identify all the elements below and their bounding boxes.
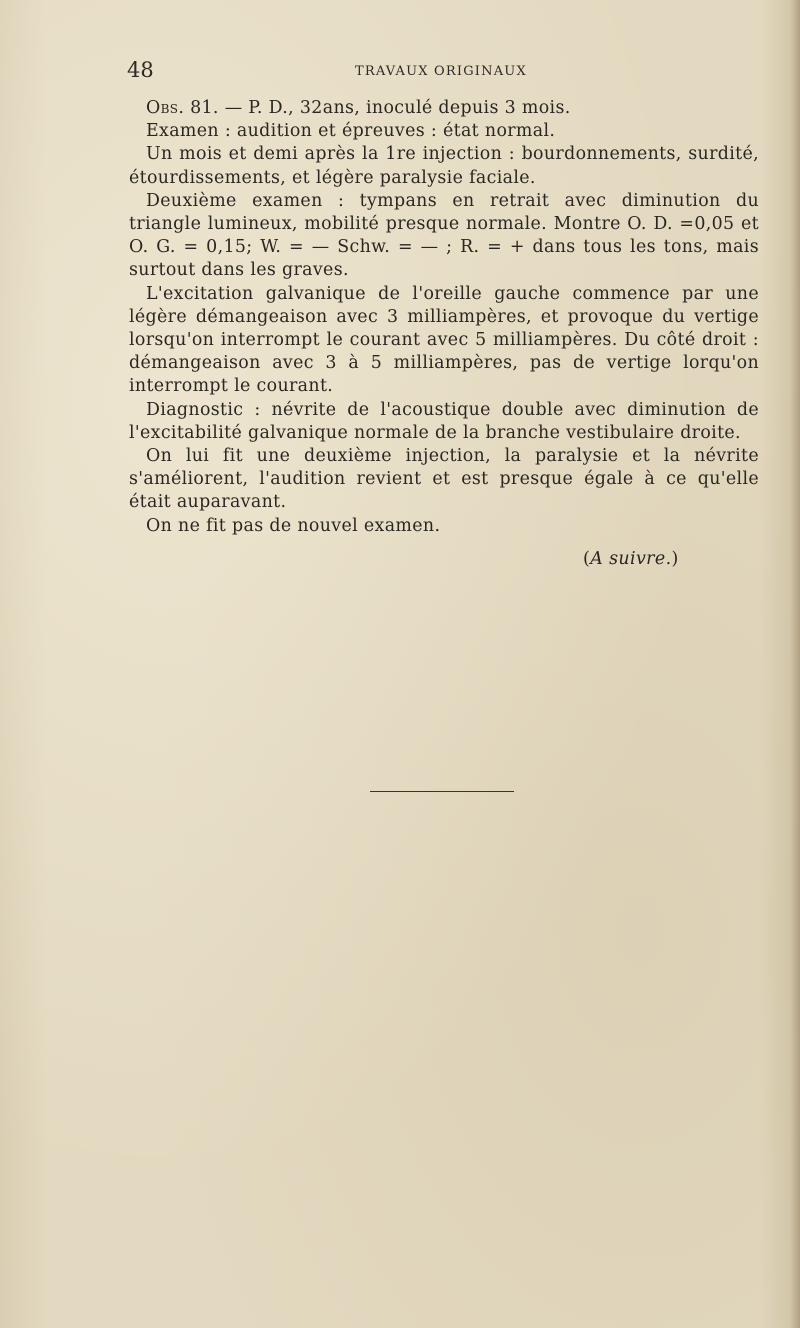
page-edge-shadow xyxy=(790,0,800,1328)
observation-patient-info: — P. D., 32ans, inoculé depuis 3 mois. xyxy=(218,98,571,118)
page-header xyxy=(125,58,760,88)
observation-label: Obs. 81. xyxy=(146,98,219,118)
page-number: 48 xyxy=(127,58,154,82)
paragraph-no-new-exam: On ne fit pas de nouvel examen. xyxy=(146,515,441,536)
to-be-continued-text: A suivre. xyxy=(590,549,672,569)
paragraph-second-exam: Deuxième examen : tympans en retrait avec diminution du triangle lumineux, mobilité presque normale. Montre O. D. =0,05 et O. G. = 0,15; W. = — Schw. = — ; R. = + dans tous les tons, mais surtout dans les graves. xyxy=(129,190,759,281)
paragraph-second-injection: On lui fit une deuxième injection, la paralysie et la névrite s'améliorent, l'audition revient et est presque égale à ce qu'elle était auparavant. xyxy=(129,446,759,513)
running-title: TRAVAUX ORIGINAUX xyxy=(355,64,527,79)
paragraph-galvanic: L'excitation galvanique de l'oreille gauche commence par une légère démangeaison avec 3 milliampères, et provoque du vertige lorsqu'on interrompt le courant avec 5 milliampères. Du côté droit : démangeaison avec 3 à 5 milliampères, pas de vertige lorqu'on interrompt le courant. xyxy=(129,283,759,397)
section-end-rule xyxy=(370,791,514,792)
paragraph-examen: Examen : audition et épreuves : état normal. xyxy=(146,121,556,142)
paragraph-diagnostic: Diagnostic : névrite de l'acoustique double avec diminution de l'excitabilité galvanique normale de la branche vestibulaire droite. xyxy=(129,399,759,443)
observation-body xyxy=(129,97,759,538)
to-be-continued xyxy=(583,549,679,569)
paragraph-symptoms: Un mois et demi après la 1re injection : bourdonnements, surdité, étourdissements, et légère paralysie faciale. xyxy=(129,144,759,188)
paren-close: ) xyxy=(671,549,679,569)
paren-open: ( xyxy=(583,549,591,569)
observation-heading-paragraph xyxy=(129,97,759,120)
